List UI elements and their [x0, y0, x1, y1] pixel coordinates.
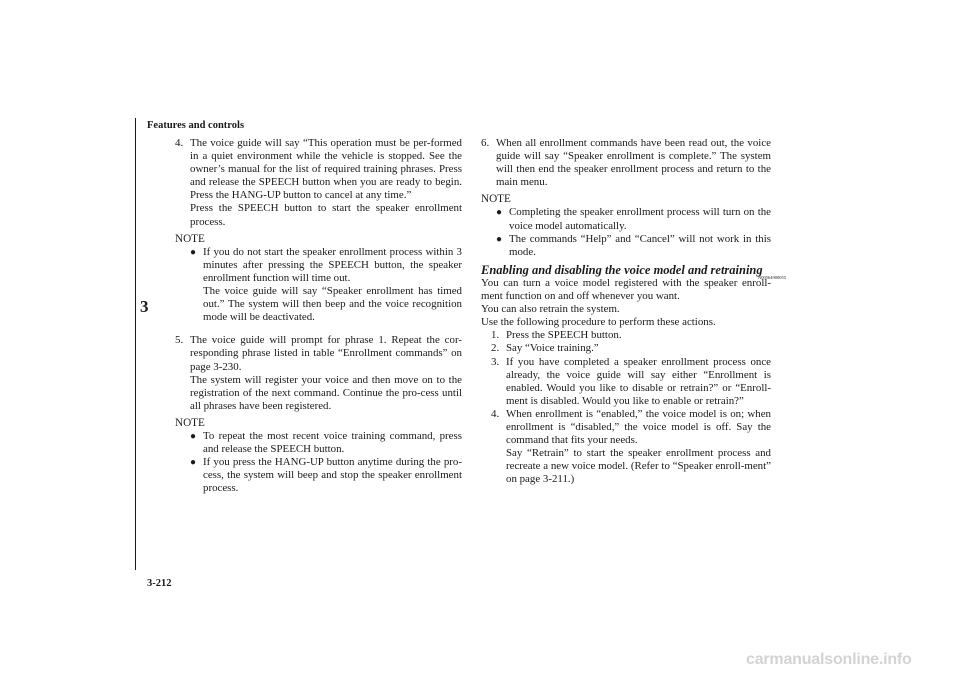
- watermark: carmanualsonline.info: [746, 651, 912, 668]
- note-bullet: ● The commands “Help” and “Cancel” will not work in this mode.: [496, 232, 771, 258]
- chapter-number: 3: [140, 297, 149, 316]
- bullet-icon: ●: [190, 430, 197, 442]
- paragraph: You can turn a voice model registered with the speaker enroll-ment function on and off whenever you want.: [481, 276, 771, 303]
- bullet-icon: ●: [496, 233, 503, 245]
- note-bullet: ● If you do not start the speaker enrollment process within 3 minutes after pressing the SPEECH button, the speaker enrollment function will time out. The voice guide will say “Speaker enrollment has timed out.” The system will then beep and the voice recognition mode will be deactivated.: [190, 245, 462, 324]
- step-r3: 3. If you have completed a speaker enrollment process once already, the voice guide will say either “Enrollment is enabled. Would you like to disable or retrain?” or “Enroll-ment is disabled. Would you like to enable or retrain?”: [491, 355, 771, 407]
- note-label: NOTE: [175, 416, 205, 429]
- note-bullet: ● If you press the HANG-UP button anytime during the pro-cess, the system will beep and stop the speaker enrollment process.: [190, 456, 462, 495]
- step-r1: 1. Press the SPEECH button.: [491, 329, 622, 342]
- note-bullet: ● To repeat the most recent voice training command, press and release the SPEECH button.: [190, 429, 462, 456]
- section-code: N00564900055: [758, 274, 786, 280]
- note-label: NOTE: [175, 232, 205, 245]
- chapter-divider: [135, 118, 136, 570]
- section: [481, 262, 786, 487]
- paragraph: Use the following procedure to perform these actions.: [481, 316, 716, 329]
- right-column: [481, 137, 786, 486]
- note-bullet: ● Completing the speaker enrollment process will turn on the voice model automatically.: [496, 206, 771, 232]
- step-5: 5. The voice guide will prompt for phrase 1. Repeat the cor-responding phrase listed in table “Enrollment commands” on page 3-230. The system will register your voice and then move on to the registration of the next command. Continue the pro-cess until all phrases have been registered.: [175, 334, 462, 412]
- step-6: 6. When all enrollment commands have been read out, the voice guide will say “Speaker enrollment is complete.” The system will then end the speaker enrollment process and return to the main menu.: [481, 137, 771, 189]
- bullet-icon: ●: [496, 207, 503, 219]
- note-1: [175, 233, 462, 325]
- bullet-icon: ●: [190, 246, 197, 258]
- step-r4: 4. When enrollment is “enabled,” the voice model is on; when enrollment is “disabled,” the voice model is off. Say the command that fits your needs. Say “Retrain” to start the speaker enrollment process and recreate a new voice model. (Refer to “Speaker enroll-ment” on page 3-211.): [491, 407, 771, 486]
- note-label: NOTE: [481, 193, 511, 206]
- paragraph: You can also retrain the system.: [481, 303, 620, 316]
- bullet-icon: ●: [190, 457, 197, 469]
- section-heading: Enabling and disabling the voice model and retraining N00564900055: [481, 264, 771, 277]
- page-number: 3-212: [147, 578, 172, 589]
- running-header: Features and controls: [147, 120, 245, 131]
- note-3: [481, 193, 771, 258]
- step-r2: 2. Say “Voice training.”: [491, 342, 599, 355]
- left-column: [175, 137, 462, 495]
- note-2: [175, 417, 462, 496]
- step-4: 4. The voice guide will say “This operation must be per-formed in a quiet environment while the vehicle is stopped. See the owner’s manual for the list of required training phrases. Press and release the SPEECH button when you are ready to begin. Press the HANG-UP button to cancel at any time.” Press the SPEECH button to start the speaker enrollment process.: [175, 137, 462, 228]
